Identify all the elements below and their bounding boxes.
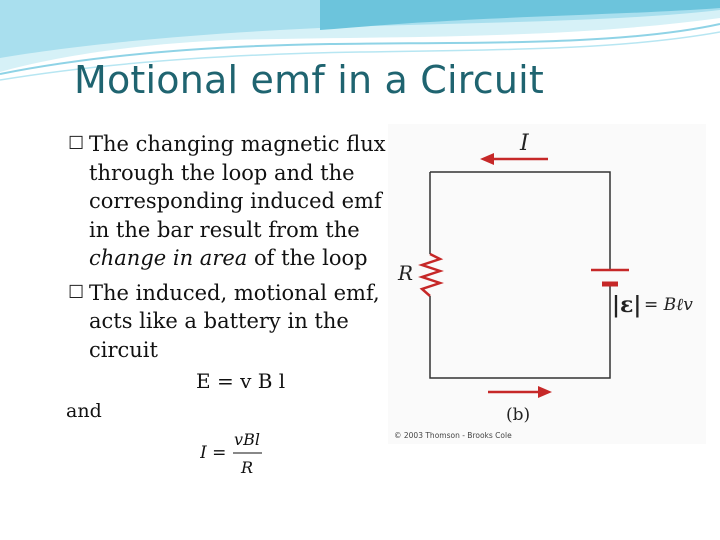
wire-top	[430, 172, 610, 270]
resistor-label: R	[398, 261, 414, 285]
resistor-icon	[422, 254, 440, 296]
checkbox-icon: ☐	[68, 281, 85, 303]
bullet-text: The induced, motional emf, acts like a battery in the circuit	[89, 280, 380, 362]
current-equation-lhs: I =	[200, 443, 227, 463]
copyright-text: © 2003 Thomson - Brooks Cole	[394, 431, 512, 440]
current-equation-numerator: vBl	[234, 430, 260, 449]
current-label: I	[520, 131, 529, 156]
emf-formula: = Bℓv	[644, 295, 693, 315]
bullet-item	[68, 279, 398, 365]
emf-symbol: |ε|	[612, 292, 642, 318]
circuit-diagram	[388, 124, 706, 444]
current-equation	[200, 428, 270, 480]
current-arrowhead-bottom	[538, 386, 552, 398]
bullet-text-end: of the loop	[247, 246, 368, 270]
slide-title: Motional emf in a Circuit	[74, 58, 544, 102]
checkbox-icon: ☐	[68, 133, 85, 154]
bullet-emphasis: change in area	[89, 246, 248, 270]
emf-equation: E = v B l	[196, 369, 286, 393]
bullet-item	[68, 130, 398, 273]
bullet-list	[68, 130, 398, 370]
wire-bottom	[430, 284, 610, 378]
and-label: and	[66, 400, 102, 422]
current-equation-denominator: R	[240, 458, 254, 477]
current-arrowhead-top	[480, 153, 494, 165]
panel-label: (b)	[506, 405, 531, 425]
bullet-text: The changing magnetic flux through the loop and the corresponding induced emf in the bar result from the	[89, 132, 386, 242]
